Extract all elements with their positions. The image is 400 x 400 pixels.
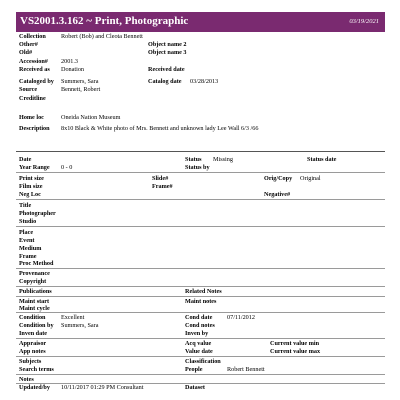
year-range-value: 0 - 0: [61, 164, 73, 171]
studio-label: Studio: [19, 218, 37, 225]
film-size-label: Film size: [19, 183, 43, 190]
source-value: Bennett, Robert: [61, 86, 101, 93]
neg-loc-label: Neg Loc: [19, 191, 41, 198]
section-divider: [16, 356, 385, 357]
print-size-label: Print size: [19, 175, 44, 182]
place-label: Place: [19, 229, 34, 236]
catalog-date-label: Catalog date: [148, 78, 182, 85]
year-range-label: Year Range: [19, 164, 50, 171]
cond-date-label: Cond date: [185, 314, 213, 321]
collection-value: Robert (Bob) and Cleota Bennett: [61, 33, 143, 40]
cond-date-value: 07/11/2012: [227, 314, 255, 321]
description-label: Description: [19, 125, 50, 132]
people-value: Robert Bennett: [227, 366, 265, 373]
condition-by-label: Condition by: [19, 322, 54, 329]
search-terms-label: Search terms: [19, 366, 54, 373]
copyright-label: Copyright: [19, 278, 47, 285]
proc-method-label: Proc Method: [19, 260, 54, 267]
status-by-label: Status by: [185, 164, 210, 171]
collection-label: Collection: [19, 33, 46, 40]
maint-start-label: Maint start: [19, 298, 50, 305]
frame-label: Frame: [19, 253, 37, 260]
notes-label: Notes: [19, 376, 34, 383]
source-label: Source: [19, 86, 38, 93]
updated-by-label: Updated/by: [19, 384, 50, 391]
dataset-label: Dataset: [185, 384, 205, 391]
appraisor-label: Appraisor: [19, 340, 47, 347]
status-date-label: Status date: [307, 156, 337, 163]
cataloged-by-label: Cataloged by: [19, 78, 54, 85]
photographer-label: Photographer: [19, 210, 56, 217]
status-label: Status: [185, 156, 202, 163]
date-label: Date: [19, 156, 32, 163]
condition-label: Condition: [19, 314, 46, 321]
value-date-label: Value date: [185, 348, 213, 355]
updated-by-value: 10/11/2017 01:29 PM Consultant: [61, 384, 144, 391]
received-as-value: Donation: [61, 66, 85, 73]
section-divider: [16, 268, 385, 269]
description-value: 8x10 Black & White photo of Mrs. Bennett and unknown lady Lee Wall 6/3 /66: [61, 125, 259, 132]
frame-number-label: Frame#: [152, 183, 173, 190]
print-date: 03/19/2021: [349, 18, 379, 25]
medium-label: Medium: [19, 245, 42, 252]
object-name-2-label: Object name 2: [148, 41, 187, 48]
status-value: Missing: [213, 156, 233, 163]
home-loc-value: Oneida Nation Museum: [61, 114, 121, 121]
accession-label: Accession#: [19, 58, 48, 65]
negative-number-label: Negative#: [264, 191, 291, 198]
orig-copy-value: Original: [300, 175, 321, 182]
old-number-label: Old#: [19, 49, 33, 56]
orig-copy-label: Orig/Copy: [264, 175, 293, 182]
section-divider: [16, 172, 385, 173]
subjects-label: Subjects: [19, 358, 42, 365]
provenance-label: Provenance: [19, 270, 50, 277]
app-notes-label: App notes: [19, 348, 46, 355]
received-as-label: Received as: [19, 66, 50, 73]
inven-date-label: Inven date: [19, 330, 48, 337]
people-label: People: [185, 366, 203, 373]
section-divider: [16, 338, 385, 339]
section-divider: [16, 286, 385, 287]
inven-by-label: Inven by: [185, 330, 209, 337]
other-number-label: Other#: [19, 41, 38, 48]
title-label: Title: [19, 202, 32, 209]
record-header-bar: [16, 12, 385, 32]
object-name-3-label: Object name 3: [148, 49, 187, 56]
event-label: Event: [19, 237, 35, 244]
condition-value: Excellent: [61, 314, 85, 321]
received-date-label: Received date: [148, 66, 185, 73]
condition-by-value: Summers, Sara: [61, 322, 99, 329]
publications-label: Publications: [19, 288, 52, 295]
maint-cycle-label: Maint cycle: [19, 305, 50, 312]
catalog-date-value: 03/28/2013: [190, 78, 219, 85]
slide-number-label: Slide#: [152, 175, 169, 182]
current-value-max-label: Current value max: [270, 348, 321, 355]
current-value-min-label: Current value min: [270, 340, 320, 347]
accession-value: 2001.3: [61, 58, 79, 65]
section-divider: [16, 226, 385, 227]
cataloged-by-value: Summers, Sara: [61, 78, 99, 85]
section-divider: [16, 151, 385, 152]
section-divider: [16, 374, 385, 375]
section-divider: [16, 296, 385, 297]
cond-notes-label: Cond notes: [185, 322, 215, 329]
section-divider: [16, 312, 385, 313]
section-divider: [16, 199, 385, 200]
maint-notes-label: Maint notes: [185, 298, 217, 305]
acq-value-label: Acq value: [185, 340, 212, 347]
home-loc-label: Home loc: [19, 114, 44, 121]
related-notes-label: Related Notes: [185, 288, 222, 295]
record-title: VS2001.3.162 ~ Print, Photographic: [20, 15, 189, 27]
classification-label: Classification: [185, 358, 221, 365]
creditline-label: Creditline: [19, 95, 46, 102]
